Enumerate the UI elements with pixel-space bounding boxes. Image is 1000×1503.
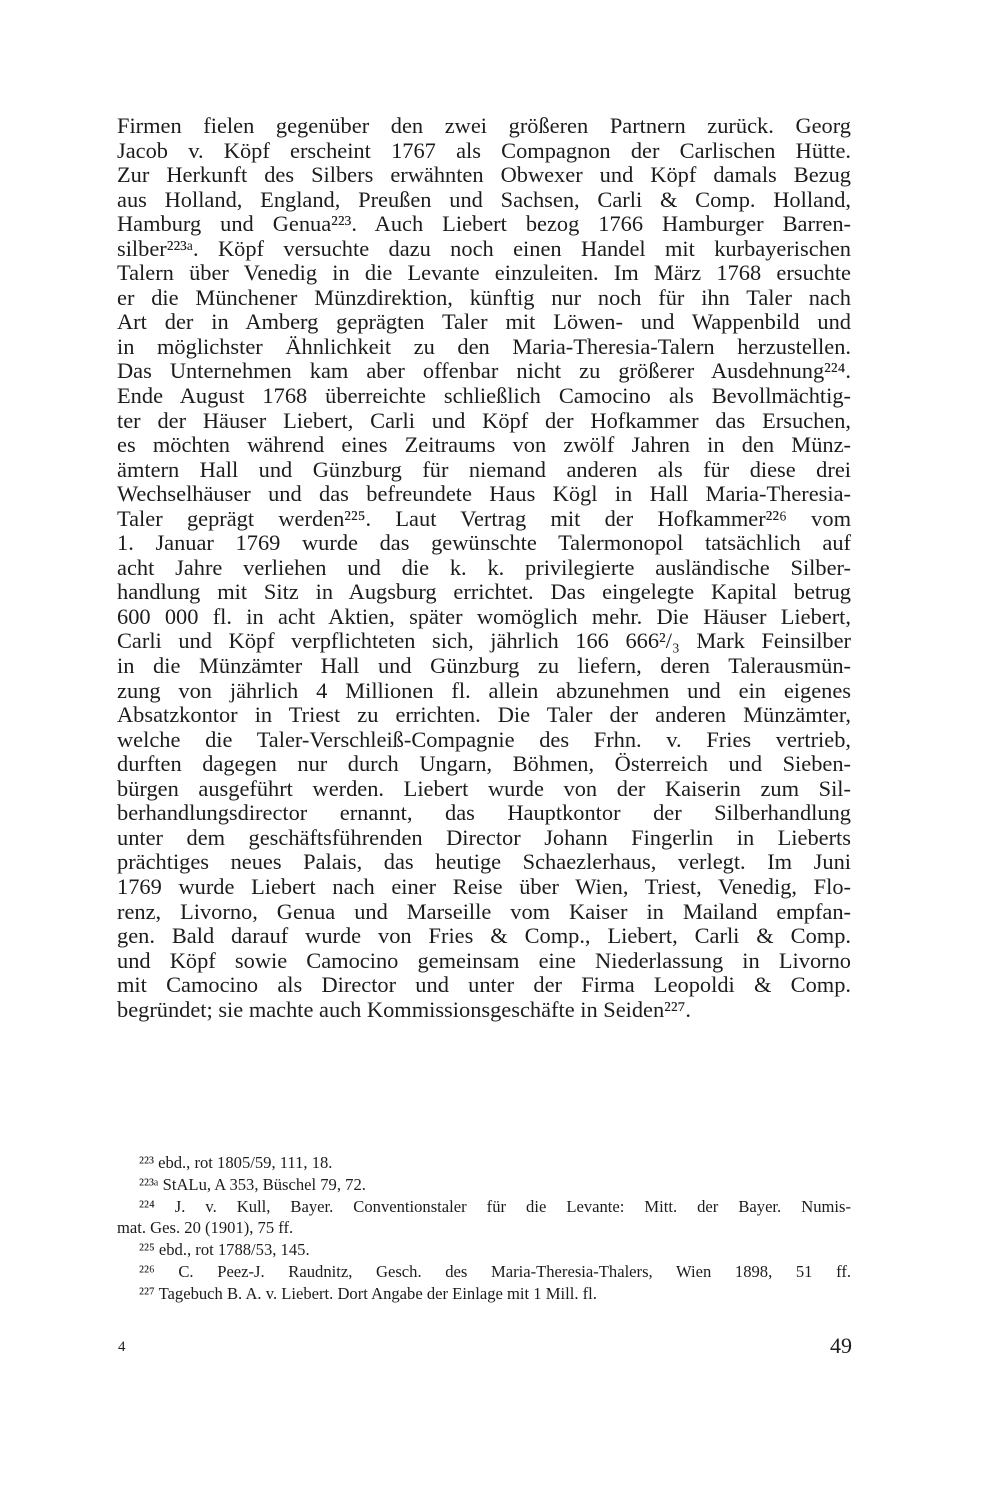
footnote-line: mat. Ges. 20 (1901), 75 ff.: [117, 1218, 294, 1238]
text-line: 1. Januar 1769 wurde das gewünschte Talermonopol tatsächlich auf: [117, 530, 851, 556]
footnote-line: ²²⁶ C. Peez-J. Raudnitz, Gesch. des Maria-Theresia-Thalers, Wien 1898, 51 ff.: [139, 1261, 851, 1281]
text-line: prächtiges neues Palais, das heutige Schaezlerhaus, verlegt. Im Juni: [117, 849, 851, 875]
text-line: Carli und Köpf verpflichteten sich, jährlich 166 666²/₃ Mark Feinsilber: [117, 628, 851, 654]
text-line: Taler geprägt werden²²⁵. Laut Vertrag mit der Hofkammer²²⁶ vom: [117, 505, 851, 531]
printer-signature-mark: 4: [118, 1339, 126, 1355]
text-line: ämtern Hall und Günzburg für niemand anderen als für diese drei: [117, 456, 851, 482]
main-text-block: [117, 114, 851, 1022]
text-line: begründet; sie machte auch Kommissionsgeschäfte in Seiden²²⁷.: [117, 996, 692, 1022]
text-line: 1769 wurde Liebert nach einer Reise über Wien, Triest, Venedig, Flo-: [117, 873, 851, 899]
text-line: berhandlungsdirector ernannt, das Hauptkontor der Silberhandlung: [117, 800, 851, 826]
text-line: unter dem geschäftsführenden Director Johann Fingerlin in Lieberts: [117, 824, 851, 850]
footnote-line: ²²⁵ ebd., rot 1788/53, 145.: [139, 1240, 310, 1260]
footnote-line: ²²⁷ Tagebuch B. A. v. Liebert. Dort Angabe der Einlage mit 1 Mill. fl.: [139, 1283, 597, 1303]
text-line: in die Münzämter Hall und Günzburg zu liefern, deren Talerausmün-: [117, 653, 851, 679]
text-line: silber²²³ᵃ. Köpf versuchte dazu noch einen Handel mit kurbayerischen: [117, 235, 851, 261]
footnote-line: ²²³ᵃ StALu, A 353, Büschel 79, 72.: [139, 1174, 366, 1194]
text-line: durften dagegen nur durch Ungarn, Böhmen, Österreich und Sieben-: [117, 751, 851, 777]
text-line: in möglichster Ähnlichkeit zu den Maria-Theresia-Talern herzustellen.: [117, 333, 851, 359]
text-line: Zur Herkunft des Silbers erwähnten Obwexer und Köpf damals Bezug: [117, 162, 851, 188]
footnote-line: ²²⁴ J. v. Kull, Bayer. Conventionstaler für die Levante: Mitt. der Bayer. Numis-: [139, 1196, 851, 1216]
text-line: 600 000 fl. in acht Aktien, später womöglich mehr. Die Häuser Liebert,: [117, 603, 851, 629]
text-line: Das Unternehmen kam aber offenbar nicht zu größerer Ausdehnung²²⁴.: [117, 358, 851, 384]
text-line: renz, Livorno, Genua und Marseille vom Kaiser in Mailand empfan-: [117, 898, 851, 924]
text-line: Firmen fielen gegenüber den zwei größeren Partnern zurück. Georg: [117, 113, 851, 138]
text-line: handlung mit Sitz in Augsburg errichtet. Das eingelegte Kapital betrug: [117, 579, 851, 605]
text-line: bürgen ausgeführt werden. Liebert wurde von der Kaiserin zum Sil-: [117, 775, 851, 801]
text-line: aus Holland, England, Preußen und Sachsen, Carli & Comp. Holland,: [117, 186, 851, 212]
text-line: und Köpf sowie Camocino gemeinsam eine Niederlassung in Livorno: [117, 947, 851, 973]
text-line: acht Jahre verliehen und die k. k. privilegierte ausländische Silber-: [117, 554, 851, 580]
text-line: Absatzkontor in Triest zu errichten. Die Taler der anderen Münzämter,: [117, 702, 851, 728]
text-line: Art der in Amberg geprägten Taler mit Löwen- und Wappenbild und: [117, 309, 851, 335]
text-line: welche die Taler-Verschleiß-Compagnie des Frhn. v. Fries vertrieb,: [117, 726, 851, 752]
text-line: Wechselhäuser und das befreundete Haus Kögl in Hall Maria-Theresia-: [117, 481, 851, 507]
text-line: er die Münchener Münzdirektion, künftig nur noch für ihn Taler nach: [117, 284, 851, 310]
text-line: Ende August 1768 überreichte schließlich Camocino als Bevollmächtig-: [117, 383, 851, 409]
text-line: es möchten während eines Zeitraums von zwölf Jahren in den Münz-: [117, 432, 851, 458]
text-line: Talern über Venedig in die Levante einzuleiten. Im März 1768 ersuchte: [117, 260, 851, 286]
text-line: zung von jährlich 4 Millionen fl. allein abzunehmen und ein eigenes: [117, 677, 851, 703]
text-line: Hamburg und Genua²²³. Auch Liebert bezog 1766 Hamburger Barren-: [117, 211, 851, 237]
footnotes-block: [117, 1152, 851, 1305]
text-line: mit Camocino als Director und unter der Firma Leopoldi & Comp.: [117, 972, 851, 998]
page-number: 49: [830, 1333, 852, 1358]
text-line: Jacob v. Köpf erscheint 1767 als Compagnon der Carlischen Hütte.: [117, 137, 851, 163]
text-line: gen. Bald darauf wurde von Fries & Comp., Liebert, Carli & Comp.: [117, 923, 851, 949]
text-line: ter der Häuser Liebert, Carli und Köpf der Hofkammer das Ersuchen,: [117, 407, 851, 433]
footnote-line: ²²³ ebd., rot 1805/59, 111, 18.: [139, 1153, 333, 1172]
